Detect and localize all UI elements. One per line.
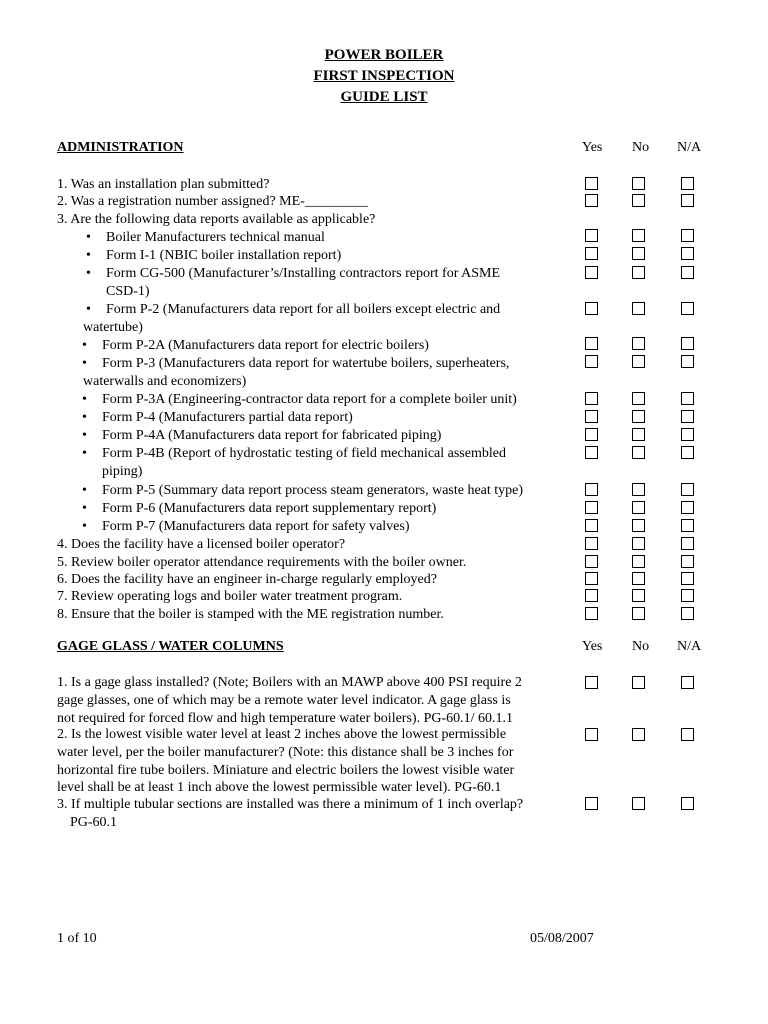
checkbox-na[interactable] (681, 537, 694, 550)
checkbox-na[interactable] (681, 337, 694, 350)
checkbox-no[interactable] (632, 392, 645, 405)
checkbox-yes[interactable] (585, 607, 598, 620)
checkbox-yes[interactable] (585, 676, 598, 689)
checkbox-na[interactable] (681, 555, 694, 568)
bullet-item: • Form P-4A (Manufacturers data report for fabricated piping) (102, 427, 441, 445)
checkbox-yes[interactable] (585, 337, 598, 350)
checkbox-na[interactable] (681, 797, 694, 810)
checklist-line: piping) (102, 464, 143, 479)
checkbox-no[interactable] (632, 555, 645, 568)
checkbox-no[interactable] (632, 483, 645, 496)
title-line-2: FIRST INSPECTION (313, 68, 455, 84)
checkbox-no[interactable] (632, 446, 645, 459)
checkbox-na[interactable] (681, 194, 694, 207)
bullet-item: • Form P-6 (Manufacturers data report supplementary report) (102, 500, 436, 518)
checkbox-yes[interactable] (585, 194, 598, 207)
checklist-line: watertube) (83, 320, 143, 335)
checkbox-na[interactable] (681, 501, 694, 514)
checkbox-no[interactable] (632, 177, 645, 190)
checklist-line: horizontal fire tube boilers. Miniature and electric boilers the lowest visible water (57, 763, 515, 778)
checkbox-no[interactable] (632, 537, 645, 550)
checkbox-no[interactable] (632, 501, 645, 514)
checklist-line: not required for forced flow and high temperature water boilers). PG-60.1/ 60.1.1 (57, 711, 514, 726)
checklist-line: level shall be at least 1 inch above the lowest permissible water level). PG-60.1 (57, 780, 502, 795)
checkbox-yes[interactable] (585, 355, 598, 368)
checkbox-yes[interactable] (585, 302, 598, 315)
checkbox-na[interactable] (681, 483, 694, 496)
col-no: No (632, 140, 650, 155)
title-line-1: POWER BOILER (324, 47, 444, 63)
checkbox-yes[interactable] (585, 483, 598, 496)
title-line-3: GUIDE LIST (340, 89, 428, 105)
checkbox-na[interactable] (681, 607, 694, 620)
bullet-item: • Form P-4 (Manufacturers partial data report) (102, 409, 353, 427)
checkbox-no[interactable] (632, 676, 645, 689)
gage-heading: GAGE GLASS / WATER COLUMNS (57, 639, 284, 654)
checkbox-yes[interactable] (585, 728, 598, 741)
page-number: 1 of 10 (57, 931, 97, 946)
checkbox-yes[interactable] (585, 428, 598, 441)
checklist-line: 1. Was an installation plan submitted? (57, 177, 270, 192)
checkbox-na[interactable] (681, 392, 694, 405)
checklist-line: waterwalls and economizers) (83, 374, 247, 389)
checkbox-no[interactable] (632, 266, 645, 279)
checklist-line: 2. Was a registration number assigned? ME-_________ (57, 194, 368, 209)
col-yes-2: Yes (582, 639, 603, 654)
bullet-item: • Form P-4B (Report of hydrostatic testing of field mechanical assembled (102, 445, 506, 463)
checklist-line: 5. Review boiler operator attendance requirements with the boiler owner. (57, 555, 467, 570)
checkbox-yes[interactable] (585, 177, 598, 190)
bullet-item: • Form CG-500 (Manufacturer’s/Installing contractors report for ASME (106, 265, 500, 283)
col-na: N/A (677, 140, 702, 155)
checkbox-yes[interactable] (585, 797, 598, 810)
checkbox-yes[interactable] (585, 410, 598, 423)
checkbox-no[interactable] (632, 337, 645, 350)
checkbox-yes[interactable] (585, 572, 598, 585)
checkbox-na[interactable] (681, 247, 694, 260)
bullet-item: • Form P-5 (Summary data report process steam generators, waste heat type) (102, 482, 523, 500)
checkbox-na[interactable] (681, 728, 694, 741)
checkbox-no[interactable] (632, 355, 645, 368)
checklist-line: 3. Are the following data reports available as applicable? (57, 212, 376, 227)
checklist-line: 3. If multiple tubular sections are installed was there a minimum of 1 inch overlap? (57, 797, 524, 812)
checklist-line: CSD-1) (106, 284, 150, 299)
col-yes: Yes (582, 140, 603, 155)
checklist-line: 6. Does the facility have an engineer in-charge regularly employed? (57, 572, 437, 587)
checkbox-na[interactable] (681, 355, 694, 368)
checklist-line: 8. Ensure that the boiler is stamped with the ME registration number. (57, 607, 444, 622)
checkbox-no[interactable] (632, 728, 645, 741)
bullet-item: • Form P-3 (Manufacturers data report for watertube boilers, superheaters, (102, 355, 509, 373)
checklist-line: 7. Review operating logs and boiler water treatment program. (57, 589, 403, 604)
checkbox-na[interactable] (681, 519, 694, 532)
checkbox-no[interactable] (632, 607, 645, 620)
checkbox-na[interactable] (681, 266, 694, 279)
checkbox-yes[interactable] (585, 501, 598, 514)
checkbox-yes[interactable] (585, 555, 598, 568)
checklist-line: water level, per the boiler manufacturer? (Note: this distance shall be 3 inches for (57, 745, 514, 760)
checkbox-no[interactable] (632, 428, 645, 441)
col-no-2: No (632, 639, 650, 654)
checklist-line: 1. Is a gage glass installed? (Note; Boilers with an MAWP above 400 PSI require 2 (57, 675, 522, 690)
checkbox-no[interactable] (632, 519, 645, 532)
checkbox-no[interactable] (632, 302, 645, 315)
checkbox-no[interactable] (632, 410, 645, 423)
bullet-item: • Form I-1 (NBIC boiler installation report) (106, 247, 341, 265)
checkbox-no[interactable] (632, 247, 645, 260)
checklist-line: 4. Does the facility have a licensed boiler operator? (57, 537, 346, 552)
checklist-line: 2. Is the lowest visible water level at least 2 inches above the lowest permissible (57, 727, 507, 742)
checkbox-yes[interactable] (585, 446, 598, 459)
checkbox-na[interactable] (681, 229, 694, 242)
checkbox-yes[interactable] (585, 519, 598, 532)
checkbox-no[interactable] (632, 589, 645, 602)
bullet-item: • Form P-3A (Engineering-contractor data report for a complete boiler unit) (102, 391, 517, 409)
checkbox-na[interactable] (681, 302, 694, 315)
checkbox-yes[interactable] (585, 392, 598, 405)
checkbox-na[interactable] (681, 676, 694, 689)
checkbox-na[interactable] (681, 428, 694, 441)
checkbox-na[interactable] (681, 177, 694, 190)
checkbox-yes[interactable] (585, 247, 598, 260)
checkbox-yes[interactable] (585, 229, 598, 242)
checkbox-no[interactable] (632, 229, 645, 242)
checkbox-no[interactable] (632, 194, 645, 207)
checkbox-na[interactable] (681, 572, 694, 585)
bullet-item: • Form P-2A (Manufacturers data report for electric boilers) (102, 337, 429, 355)
checkbox-no[interactable] (632, 572, 645, 585)
bullet-item: • Form P-2 (Manufacturers data report for all boilers except electric and (106, 301, 500, 319)
checkbox-na[interactable] (681, 446, 694, 459)
col-na-2: N/A (677, 639, 702, 654)
footer-date: 05/08/2007 (530, 931, 594, 946)
checkbox-yes[interactable] (585, 266, 598, 279)
checkbox-yes[interactable] (585, 589, 598, 602)
checkbox-yes[interactable] (585, 537, 598, 550)
checkbox-na[interactable] (681, 589, 694, 602)
checklist-line: gage glasses, one of which may be a remote water level indicator. A gage glass is (57, 693, 511, 708)
bullet-item: • Boiler Manufacturers technical manual (106, 229, 325, 247)
bullet-item: • Form P-7 (Manufacturers data report for safety valves) (102, 518, 410, 536)
checklist-line: PG-60.1 (70, 815, 118, 830)
checkbox-na[interactable] (681, 410, 694, 423)
administration-heading: ADMINISTRATION (57, 140, 184, 155)
checkbox-no[interactable] (632, 797, 645, 810)
